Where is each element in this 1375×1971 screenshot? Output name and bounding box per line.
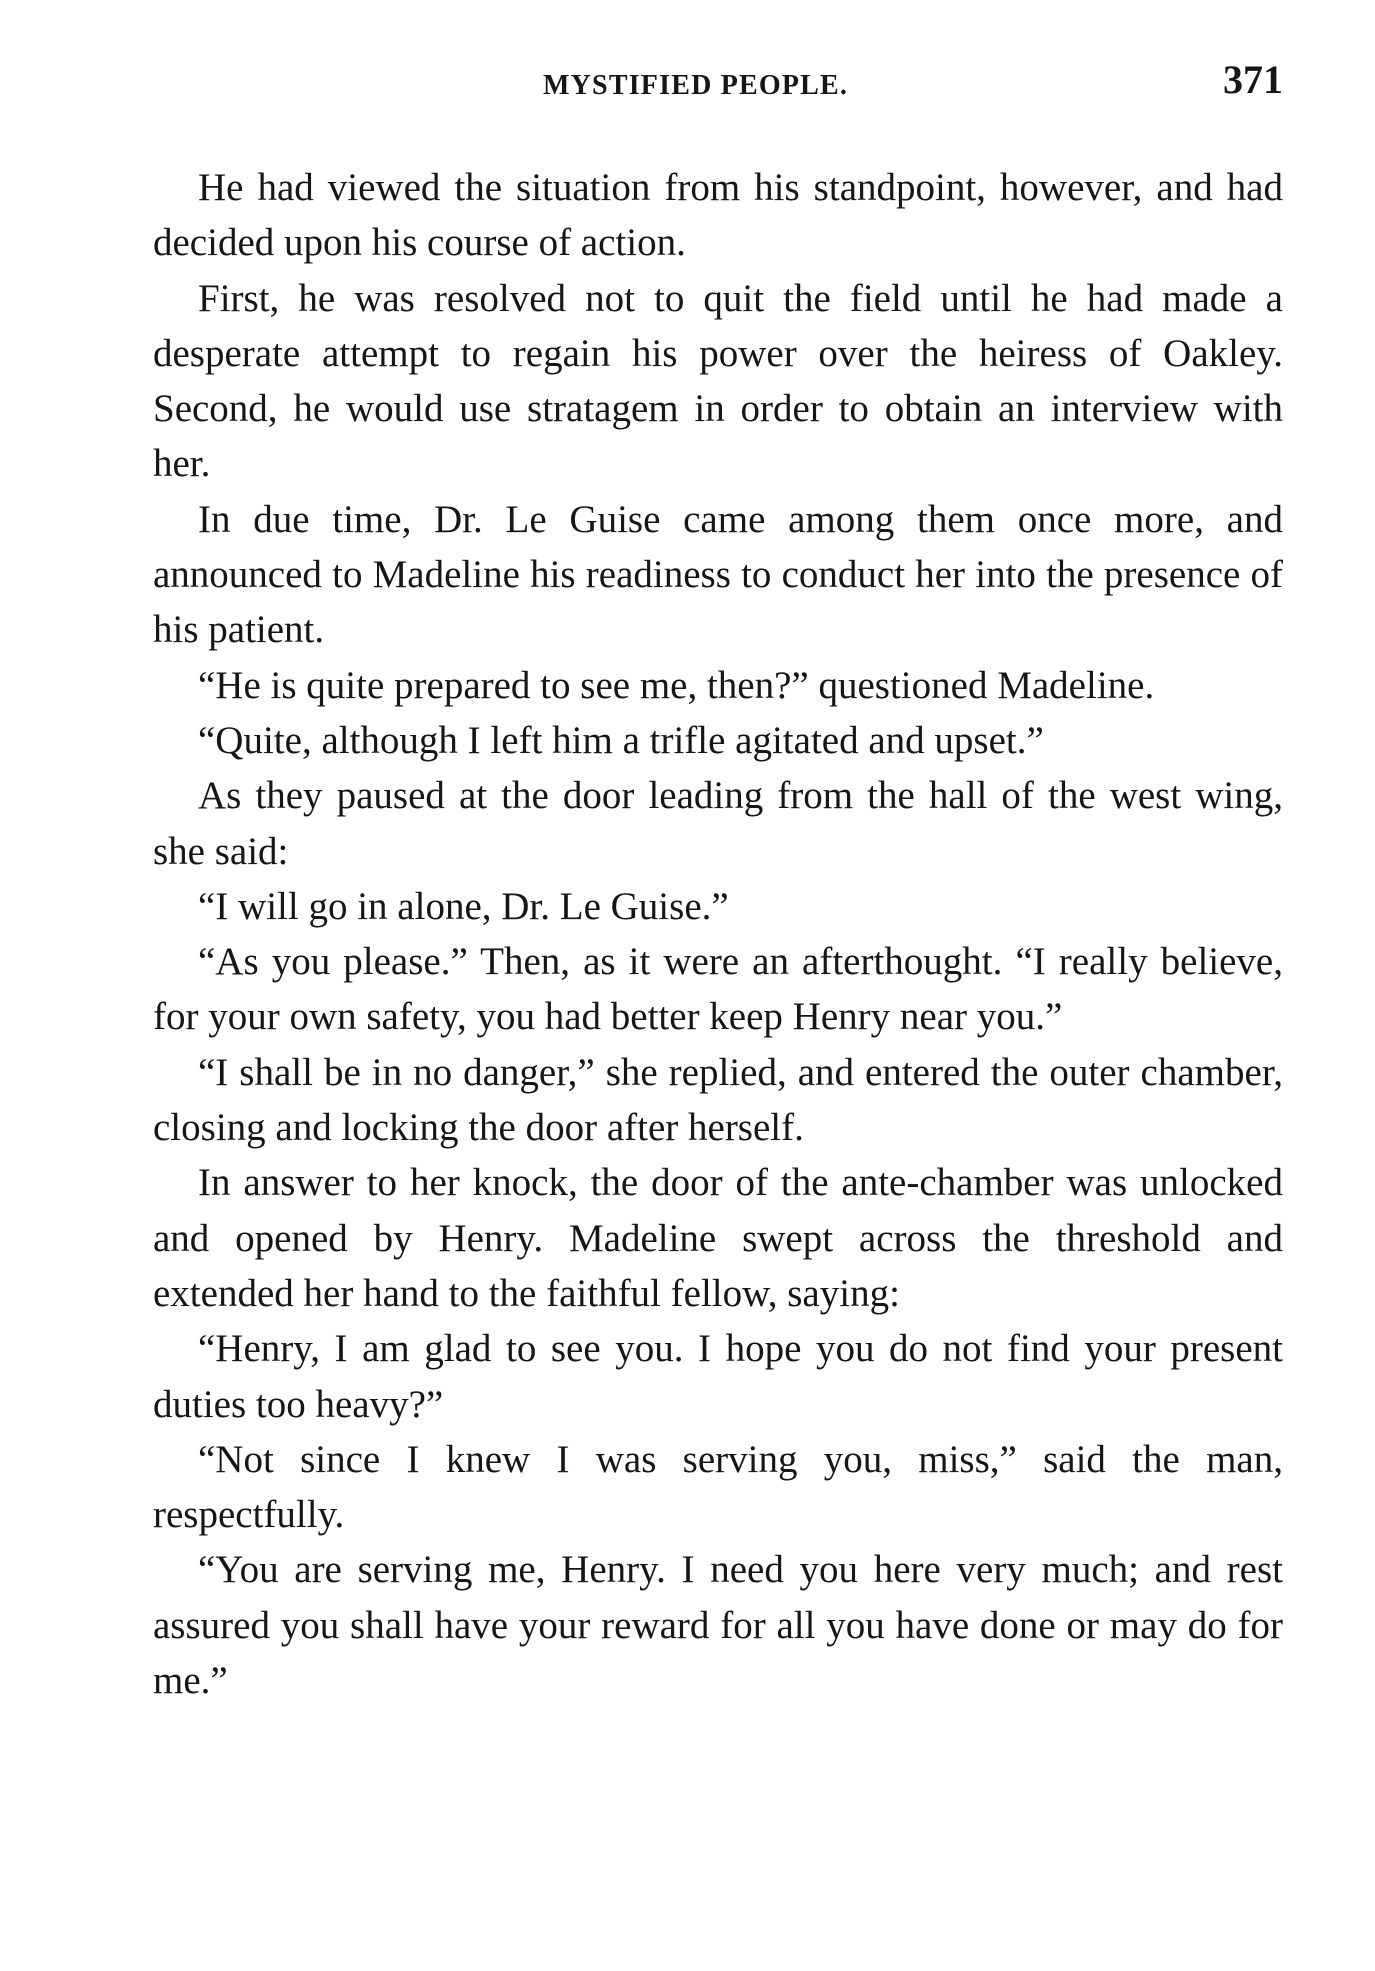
paragraph: “I will go in alone, Dr. Le Guise.” (198, 884, 729, 928)
running-title: MYSTIFIED PEOPLE. (543, 70, 849, 101)
paragraph: “You are serving me, Henry. I need you here very much; and rest assured you shall have your reward for all you have done or may do for me.” (153, 1548, 1283, 1703)
paragraph: As they paused at the door leading from the hall of the west wing, she said: (153, 774, 1283, 873)
paragraph: “As you please.” Then, as it were an afterthought. “I really believe, for your own safety, you had better keep Henry near you.” (153, 940, 1283, 1039)
paragraph: In due time, Dr. Le Guise came among them once more, and announced to Madeline his readiness to conduct her into the presence of his patient. (153, 497, 1283, 652)
page-number: 371 (1223, 57, 1283, 102)
paragraph: First, he was resolved not to quit the field until he had made a desperate attempt to regain his power over the heiress of Oakley. Second, he would use stratagem in order to obtain an interview with her. (153, 276, 1283, 486)
paragraph: “He is quite prepared to see me, then?” questioned Madeline. (198, 663, 1155, 707)
paragraph: “Henry, I am glad to see you. I hope you do not find your present duties too heavy?” (153, 1327, 1283, 1426)
paragraph: In answer to her knock, the door of the ante-chamber was unlocked and opened by Henry. Madeline swept across the threshold and extended her hand to the faithful fellow, saying: (153, 1161, 1283, 1315)
page-header (153, 56, 1283, 116)
paragraph: “Quite, although I left him a trifle agitated and upset.” (198, 718, 1044, 762)
paragraph: He had viewed the situation from his standpoint, however, and had decided upon his course of action. (153, 166, 1283, 265)
paragraph: “I shall be in no danger,” she replied, and entered the outer chamber, closing and locking the door after herself. (153, 1050, 1283, 1150)
paragraph: “Not since I knew I was serving you, miss,” said the man, respectfully. (153, 1437, 1283, 1537)
body-text (153, 160, 1283, 1708)
